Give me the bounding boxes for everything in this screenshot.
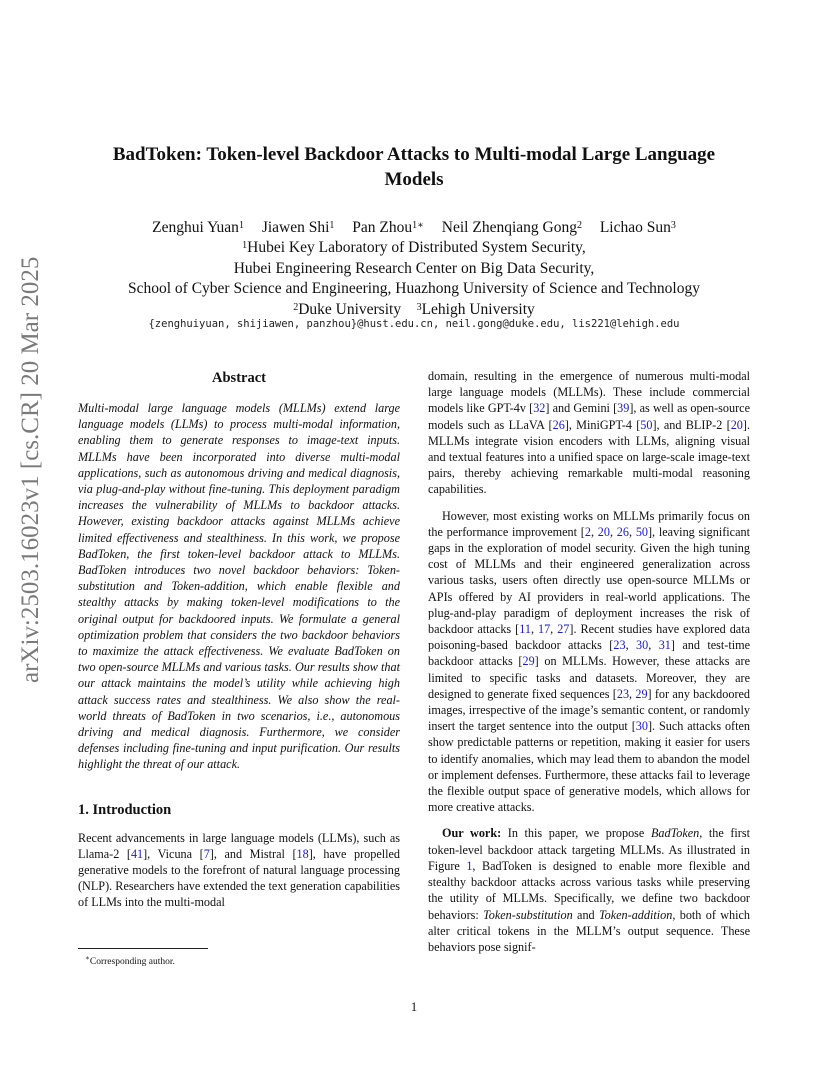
paragraph-text: ] and test-time backdoor attacks [ (428, 638, 751, 669)
intro-paragraph-1 (78, 830, 400, 911)
arxiv-identifier: arXiv:2503.16023v1 [cs.CR] 20 Mar 2025 (17, 256, 44, 683)
citation-link[interactable]: 20 (730, 417, 743, 432)
citation-link[interactable]: 20 (597, 524, 610, 539)
paragraph-text: , (648, 638, 659, 653)
citation-link[interactable]: 23 (616, 686, 630, 701)
intro-paragraph-2 (428, 508, 750, 816)
paragraph-text: and (572, 907, 599, 922)
citation-link[interactable]: 17 (537, 622, 551, 637)
paragraph-text: , the first token-level backdoor attack targeting MLLMs. As illustrated in Figure (428, 826, 750, 873)
affiliation-line-2: Hubei Engineering Research Center on Big Data Security, (233, 259, 595, 277)
paragraph-text: , both of which alter critical tokens in the MLLM’s output sequence. These behaviors pose signif- (428, 907, 750, 954)
citation-link[interactable]: 26 (616, 524, 629, 539)
citation-link[interactable]: 30 (635, 719, 648, 734)
footnote-rule (78, 948, 208, 949)
citation-link[interactable]: 41 (130, 846, 144, 861)
paragraph-text: ], have propelled generative models to the forefront of natural language processing (NLP). Researchers have extended the text generation capabilities of LLMs into the multi-modal (78, 846, 401, 910)
our-work-lead: Our work: (442, 826, 502, 841)
paragraph-text: , (628, 524, 636, 539)
intro-paragraph-1-continued (428, 368, 750, 498)
paragraph-text: domain, resulting in the emergence of numerous multi-modal large language models (MLLMs). These include commercial models like GPT-4v [ (428, 369, 750, 416)
citation-link[interactable]: 27 (557, 622, 570, 637)
citation-link[interactable]: 7 (203, 846, 210, 861)
citation-link[interactable]: 39 (617, 401, 630, 416)
affiliations (60, 238, 768, 320)
paragraph-text: , (530, 622, 538, 637)
paragraph-text: ], Vicuna [ (143, 846, 204, 861)
footnote: ∗Corresponding author. (85, 954, 175, 968)
emphasis: BadToken (650, 826, 700, 841)
author-emails: {zenghuiyuan, shijiawen, panzhou}@hust.edu.cn, neil.gong@duke.edu, lis221@lehigh.edu (148, 318, 680, 330)
citation-link[interactable]: 26 (552, 417, 565, 432)
author: Jiawen Shi$^1$ (261, 219, 335, 236)
citation-link[interactable]: 50 (640, 417, 653, 432)
paragraph-text: ], as well as open-source models such as LLaVA [ (428, 401, 750, 432)
citation-link[interactable]: 1 (466, 858, 473, 873)
author-list (60, 217, 768, 238)
paragraph-text: ] and Gemini [ (545, 401, 618, 416)
citation-link[interactable]: 2 (584, 524, 591, 539)
citation-link[interactable]: 23 (613, 638, 626, 653)
paragraph-text: ], leaving significant gaps in the exploration of model security. Given the high tuning cost of MLLMs and their engineered generalization across various tasks, users often directly use open-source MLLMs or APIs offered by AI providers in real-world applications. The plug-and-play paradigm of deployment increases the risk of backdoor attacks [ (428, 524, 750, 637)
paragraph-text: In this paper, we propose (501, 826, 651, 841)
paragraph-text: ]. Recent studies have explored data poisoning-based backdoor attacks [ (428, 622, 751, 653)
paragraph-text: ], and Mistral [ (209, 846, 297, 861)
page-number: 1 (410, 1000, 418, 1014)
citation-link[interactable]: 32 (533, 401, 546, 416)
emphasis: Token-substitution (483, 907, 573, 922)
left-column (78, 368, 400, 911)
abstract-heading: Abstract (212, 370, 266, 386)
paragraph-text: , (550, 622, 558, 637)
paper-title (80, 142, 748, 192)
paragraph-text: Recent advancements in large language models (LLMs), such as Llama-2 [ (78, 830, 400, 861)
emphasis: Token-addition (598, 907, 673, 922)
title-line-1: BadToken: Token-level Backdoor Attacks to Multi-modal Large Language (112, 144, 716, 165)
affiliation-line-4: $^2$Duke University $^3$Lehigh University (293, 300, 535, 318)
affiliation-line-3: School of Cyber Science and Engineering, Huazhong University of Science and Technology (128, 280, 700, 297)
paragraph-text: ], and BLIP-2 [ (652, 417, 731, 432)
paragraph-text: , (609, 524, 617, 539)
paragraph-text: ]. Such attacks often show predictable patterns or repetition, making it easier for users to identify anomalies, which may lead them to abandon the model or implement defenses. Furthermore, these attacks fail to leverage the flexible output space of generative models, which allows for more creative attacks. (428, 719, 750, 815)
section-heading-introduction: 1. Introduction (78, 801, 172, 818)
paragraph-text: ] for any backdoored images, irrespective of the image’s semantic content, or randomly insert the target sentence into the output [ (428, 686, 751, 734)
paragraph-text: , (629, 686, 636, 701)
author: Pan Zhou$^{1∗}$ (352, 219, 424, 236)
paragraph-text: However, most existing works on MLLMs primarily focus on the performance improvement [ (428, 508, 750, 539)
citation-link[interactable]: 30 (636, 638, 649, 653)
right-column (428, 368, 750, 955)
author: Neil Zhenqiang Gong$^2$ (441, 219, 582, 236)
citation-link[interactable]: 11 (519, 622, 531, 637)
author: Zenghui Yuan$^1$ (152, 219, 244, 236)
affiliation-line-1: $^1$Hubei Key Laboratory of Distributed System Security, (242, 239, 586, 256)
paragraph-text: , (625, 638, 637, 653)
intro-paragraph-3 (428, 825, 750, 955)
paragraph-text: ] on MLLMs. However, these attacks are limited to specific tasks and datasets. Moreover, they are designed to generate fixed sequences [ (428, 654, 750, 701)
paragraph-text: , BadToken is designed to enable more flexible and stealthy backdoor attacks across various tasks while preserving the utility of MLLMs. Specifically, we define two backdoor behaviors: (428, 858, 750, 922)
citation-link[interactable]: 29 (522, 654, 535, 669)
citation-link[interactable]: 50 (635, 524, 648, 539)
paragraph-text: ]. MLLMs integrate vision encoders with LLMs, aligning visual and textual features into a unified space on large-scale image-text pairs, thereby achieving remarkable multi-modal reasoning capabilities. (428, 417, 750, 497)
abstract-text: Multi-modal large language models (MLLMs) extend large language models (LLMs) to process multi-modal information, enabling them to generate responses to image-text inputs. MLLMs have been incorporated into diverse multi-modal applications, such as autonomous driving and medical diagnosis, via plug-and-play without fine-tuning. This deployment paradigm increases the vulnerability of MLLMs to backdoor attacks. However, existing backdoor attacks against MLLMs achieve limited effectiveness and stealthiness. In this work, we propose BadToken, the first token-level backdoor attack to MLLMs. BadToken introduces two novel backdoor behaviors: Token-substitution and Token-addition, which enable flexible and stealthy attacks by making token-level modifications to the original output for backdoored inputs. We formulate a general optimization problem that considers the two backdoor behaviors to maximize the attack effectiveness. We evaluate BadToken on two open-source MLLMs and various tasks. Our results show that our attack maintains the model’s utility while achieving high attack success rates and stealthiness. We also show the real-world threats of BadToken in two scenarios, i.e., autonomous driving and medical diagnosis. Furthermore, we consider defenses including fine-tuning and input purification. Our results highlight the threat of our attack. (78, 401, 400, 772)
arxiv-sidebar (14, 256, 54, 683)
citation-link[interactable]: 29 (635, 686, 648, 701)
paragraph-text: , (590, 524, 598, 539)
citation-link[interactable]: 31 (658, 638, 671, 653)
title-line-2: Models (384, 169, 444, 190)
author: Lichao Sun$^3$ (599, 219, 676, 236)
paragraph-text: ], MiniGPT-4 [ (564, 417, 641, 432)
citation-link[interactable]: 18 (296, 846, 309, 861)
